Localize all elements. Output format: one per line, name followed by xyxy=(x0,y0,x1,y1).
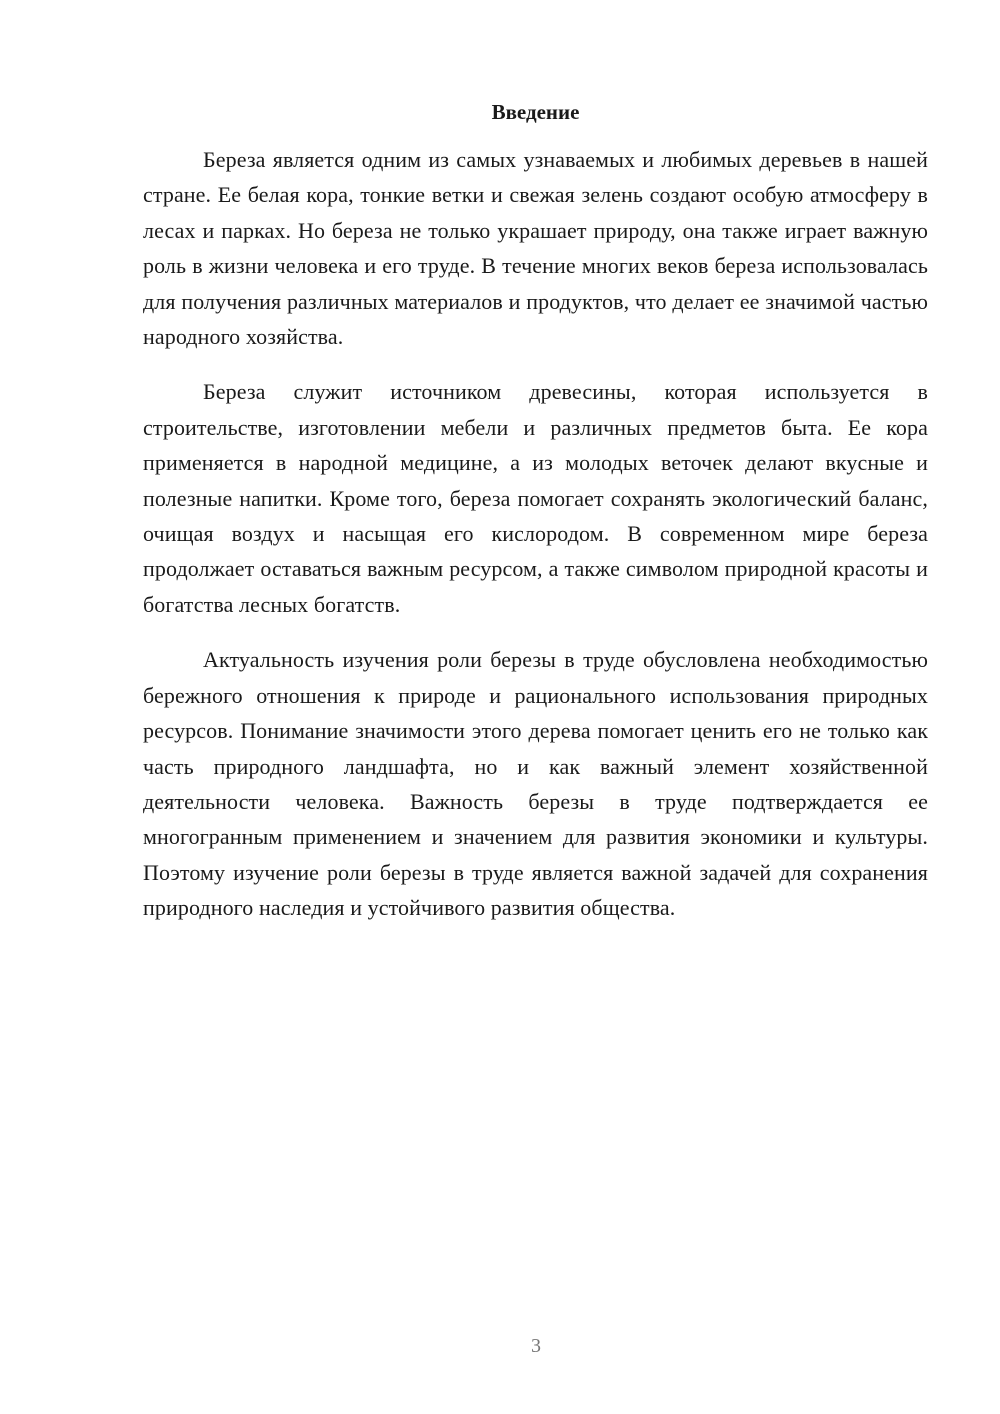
body-text xyxy=(143,142,928,946)
paragraph-3: Актуальность изучения роли березы в труде обусловлена необходимостью бережного отношения к природе и рационального использования природных ресурсов. Понимание значимости этого дерева помогает ценить его не только как часть природного ландшафта, но и как важный элемент хозяйственной деятельности человека. Важность березы в труде подтверждается ее многогранным применением и значением для развития экономики и культуры. Поэтому изучение роли березы в труде является важной задачей для сохранения природного наследия и устойчивого развития общества. xyxy=(143,647,928,921)
section-title: Введение xyxy=(491,100,580,124)
paragraph-1: Береза является одним из самых узнаваемых и любимых деревьев в нашей стране. Ее белая кора, тонкие ветки и свежая зелень создают особую атмосферу в лесах и парках. Но береза не только украшает природу, она также играет важную роль в жизни человека и его труде. В течение многих веков береза использовалась для получения различных материалов и продуктов, что делает ее значимой частью народного хозяйства. xyxy=(143,147,928,350)
page-number: 3 xyxy=(531,1335,541,1357)
paragraph-2: Береза служит источником древесины, которая используется в строительстве, изготовлении мебели и различных предметов быта. Ее кора применяется в народной медицине, а из молодых веточек делают вкусные и полезные напитки. Кроме того, береза помогает сохранять экологический баланс, очищая воздух и насыщая его кислородом. В современном мире береза продолжает оставаться важным ресурсом, а также символом природной красоты и богатства лесных богатств. xyxy=(143,379,928,617)
